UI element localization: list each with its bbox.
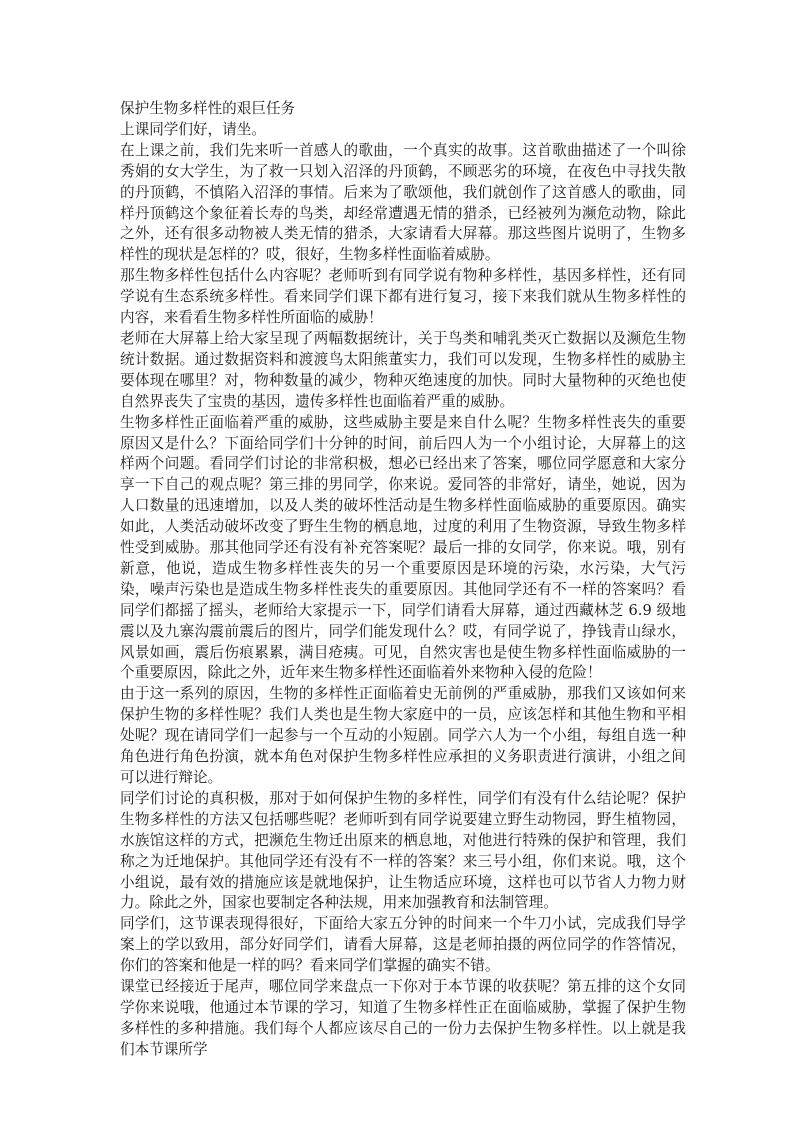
paragraph: 在上课之前，我们先来听一首感人的歌曲，一个真实的故事。这首歌曲描述了一个叫徐秀娟的女大学生，为了救一只划入沼泽的丹顶鹤，不顾恶劣的环境，在夜色中寻找失散的丹顶鹤，不慎陷入沼泽的事情。后来为了歌颂他，我们就创作了这首感人的歌曲，同样丹顶鹤这个象征着长寿的鸟类，却经常遭遇无情的猎杀，已经被列为濒危动物，除此之外，还有很多动物被人类无情的猎杀，大家请看大屏幕。那这些图片说明了，生物多样性的现状是怎样的？哎，很好，生物多样性面临着威胁。: [120, 141, 686, 264]
paragraph: 同学们，这节课表现得很好，下面给大家五分钟的时间来一个牛刀小试，完成我们导学案上的学以致用，部分好同学们，请看大屏幕，这是老师拍摄的两位同学的作答情况，你们的答案和他是一样的吗？看来同学们掌握的确实不错。: [120, 915, 686, 975]
paragraph: 那生物多样性包括什么内容呢？老师听到有同学说有物种多样性，基因多样性，还有同学说有生态系统多样性。看来同学们课下都有进行复习，接下来我们就从生物多样性的内容，来看看生物多样性所面临的威胁！: [120, 267, 686, 327]
paragraph: 生物多样性正面临着严重的威胁，这些威胁主要是来自什么呢？生物多样性丧失的重要原因又是什么？下面给同学们十分钟的时间，前后四人为一个小组讨论，大屏幕上的这样两个问题。看同学们讨论的非常积极，想必已经出来了答案，哪位同学愿意和大家分享一下自己的观点呢？第三排的男同学，你来说。爱同答的非常好，请坐，她说，因为人口数量的迅速增加，以及人类的破坏性活动是生物多样性面临威胁的重要原因。确实如此，人类活动破坏改变了野生生物的栖息地，过度的利用了生物资源，导致生物多样性受到威胁。那其他同学还有没有补充答案呢？最后一排的女同学，你来说。哦，别有新意，他说，造成生物多样性丧失的另一个重要原因是环境的污染，水污染，大气污染，噪声污染也是造成生物多样性丧失的重要原因。其他同学还有不一样的答案吗？看同学们都摇了摇头，老师给大家提示一下，同学们请看大屏幕，通过西藏林芝 6.9 级地震以及九寨沟震前震后的图片，同学们能发现什么？哎，有同学说了，挣钱青山绿水，风景如画，震后伤痕累累，满目疮痍。可见，自然灾害也是使生物多样性面临威胁的一个重要原因，除此之外，近年来生物多样性还面临着外来物种入侵的危险！: [120, 413, 686, 682]
paragraph: 同学们讨论的真积极，那对于如何保护生物的多样性，同学们有没有什么结论呢？保护生物多样性的方法又包括哪些呢？老师听到有同学说要建立野生动物园，野生植物园，水族馆这样的方式，把濒危生物迁出原来的栖息地，对他进行特殊的保护和管理，我们称之为迁地保护。其他同学还有没有不一样的答案？来三号小组，你们来说。哦，这个小组说，最有效的措施应该是就地保护，让生物适应环境，这样也可以节省人力物力财力。除此之外，国家也要制定各种法规，用来加强教育和法制管理。: [120, 789, 686, 912]
paragraph: 由于这一系列的原因，生物的多样性正面临着史无前例的严重威胁，那我们又该如何来保护生物的多样性呢？我们人类也是生物大家庭中的一员，应该怎样和其他生物和平相处呢？现在请同学们一起参与一个互动的小短剧。同学六人为一个小组，每组自选一种角色进行角色扮演，就本角色对保护生物多样性应承担的义务职责进行演讲，小组之间可以进行辩论。: [120, 685, 686, 786]
paragraph: 老师在大屏幕上给大家呈现了两幅数据统计，关于鸟类和哺乳类灭亡数据以及濒危生物统计数据。通过数据资料和渡渡鸟太阳熊董实力，我们可以发现，生物多样性的威胁主要体现在哪里？对，物种数量的减少，物种灭绝速度的加快。同时大量物种的灭绝也使自然界丧失了宝贵的基因，遗传多样性也面临着严重的威胁。: [120, 329, 686, 410]
paragraph: 上课同学们好，请坐。: [120, 120, 266, 138]
document-page: [120, 99, 686, 1061]
document-title: 保护生物多样性的艰巨任务: [120, 100, 296, 117]
paragraph: 课堂已经接近于尾声，哪位同学来盘点一下你对于本节课的收获呢？第五排的这个女同学你来说哦，他通过本节课的学习，知道了生物多样性正在面临威胁，掌握了保护生物多样性的多种措施。我们每个人都应该尽自己的一份力去保护生物多样性。以上就是我们本节课所学: [120, 978, 686, 1058]
